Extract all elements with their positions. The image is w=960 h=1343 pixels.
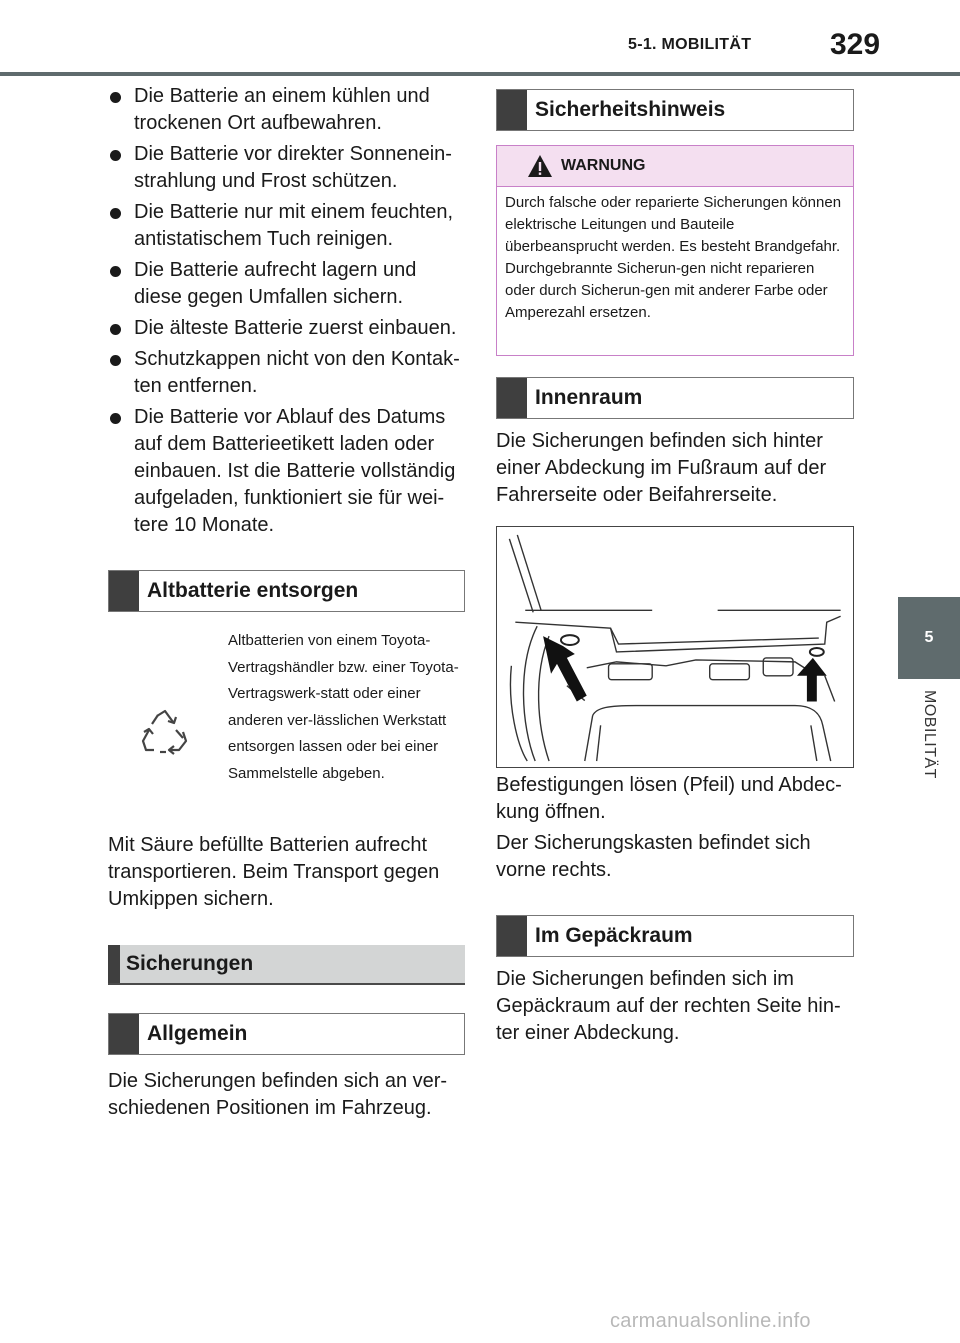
- recycle-text: Altbatterien von einem Toyota-Vertragshändler bzw. einer Toyota-Vertragswerk-statt oder einer anderen ver-lässlichen Werkstatt entsorgen lassen oder bei einer Sammelstelle abgeben.: [228, 632, 459, 782]
- header-rule: [0, 72, 960, 76]
- gepaeckraum-text: Die Sicherungen befinden sich im Gepäckraum auf der rechten Seite hin-ter einer Abdeckung.: [496, 968, 841, 1044]
- transport-text: Mit Säure befüllte Batterien aufrecht transportieren. Beim Transport gegen Umkippen sichern.: [108, 834, 440, 910]
- battery-care-list: [108, 83, 468, 543]
- section-title: 5-1. MOBILITÄT: [628, 36, 752, 53]
- list-item: Die älteste Batterie zuerst einbauen.: [108, 315, 468, 342]
- watermark: carmanualsonline.info: [610, 1310, 811, 1332]
- list-item: Die Batterie vor direkter Sonnenein-strahlung und Frost schützen.: [108, 141, 468, 195]
- allgemein-heading: Allgemein: [108, 1013, 465, 1055]
- altbatterie-heading: Altbatterie entsorgen: [108, 570, 465, 612]
- chapter-label: MOBILITÄT: [921, 690, 938, 779]
- warning-text: Durch falsche oder reparierte Sicherungen können elektrische Leitungen und Bauteile überbeansprucht werden. Es besteht Brandgefahr. Durchgebrannte Sicherun-gen nicht reparieren oder durch Sicherun-gen mit anderer Farbe oder Amperezahl ersetzen.: [505, 194, 842, 321]
- caption-open-cover: Befestigungen lösen (Pfeil) und Abdec-kung öffnen.: [496, 774, 842, 823]
- sicherungen-heading: Sicherungen: [108, 945, 465, 985]
- list-item: Schutzkappen nicht von den Kontak-ten entfernen.: [108, 346, 468, 400]
- innenraum-heading: Innenraum: [496, 377, 854, 419]
- gepaeckraum-heading: Im Gepäckraum: [496, 915, 854, 957]
- chapter-tab: 5: [898, 597, 960, 679]
- recycle-icon: [140, 708, 190, 758]
- page-number: 329: [830, 28, 881, 61]
- list-item: Die Batterie nur mit einem feuchten, antistatischem Tuch reinigen.: [108, 199, 468, 253]
- list-item: Die Batterie aufrecht lagern und diese gegen Umfallen sichern.: [108, 257, 468, 311]
- warning-box: [496, 145, 854, 356]
- innenraum-text: Die Sicherungen befinden sich hinter einer Abdeckung im Fußraum auf der Fahrerseite oder Beifahrerseite.: [496, 430, 827, 506]
- footwell-illustration: [496, 526, 854, 768]
- warning-title: WARNUNG: [561, 157, 646, 174]
- list-item: Die Batterie an einem kühlen und trockenen Ort aufbewahren.: [108, 83, 468, 137]
- list-item: Die Batterie vor Ablauf des Datums auf dem Batterieetikett laden oder einbauen. Ist die Batterie vollständig aufgeladen, funktioniert sie für wei-tere 10 Monate.: [108, 404, 468, 539]
- allgemein-text: Die Sicherungen befinden sich an ver-schiedenen Positionen im Fahrzeug.: [108, 1070, 448, 1119]
- warning-header: [497, 146, 853, 187]
- warning-icon: [527, 154, 553, 178]
- caption-fusebox-location: Der Sicherungskasten befindet sich vorne rechts.: [496, 832, 811, 881]
- sicherheitshinweis-heading: Sicherheitshinweis: [496, 89, 854, 131]
